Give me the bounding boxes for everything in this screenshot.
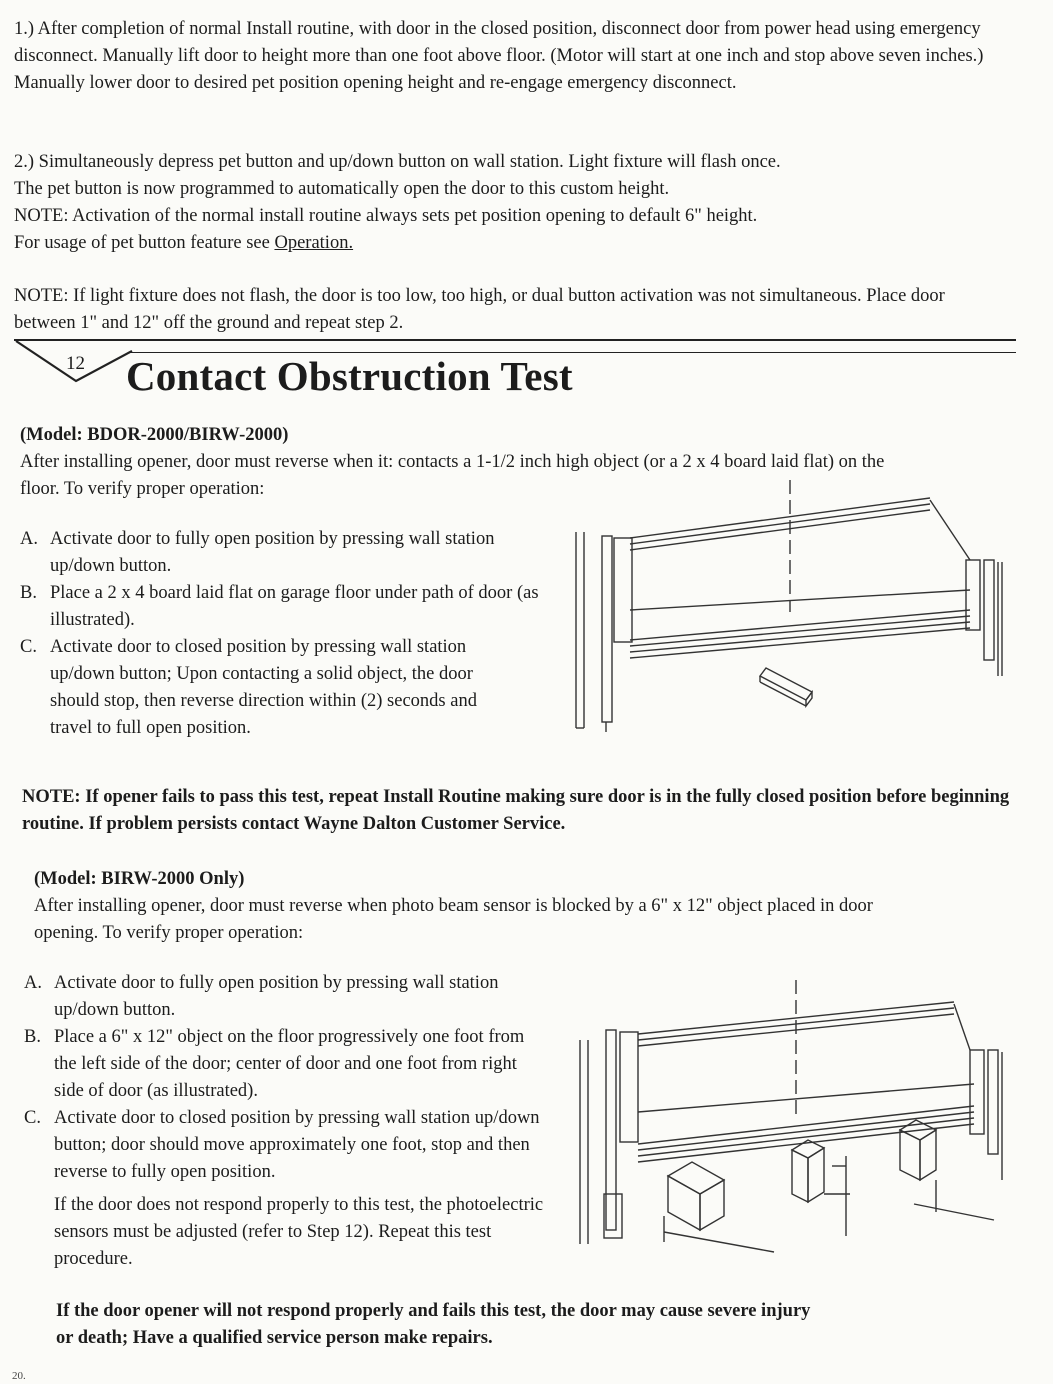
step-text: Activate door to closed position by pressing wall station up/down button; Upon contacting a solid object, the door should stop, then reverse direction within (2) seconds and travel to full open position. [50, 637, 477, 738]
step-text: Place a 2 x 4 board laid flat on garage floor under path of door (as illustrated). [50, 583, 539, 630]
step-letter: A. [20, 529, 38, 549]
step-2-line-2: The pet button is now programmed to automatically open the door to this custom height. [14, 179, 670, 199]
page-number: 20. [12, 1370, 26, 1382]
model-2-heading: (Model: BIRW-2000 Only) [34, 869, 245, 889]
step-letter: B. [20, 583, 37, 603]
step-text: Activate door to fully open position by pressing wall station up/down button. [50, 529, 495, 576]
section-title: Contact Obstruction Test [126, 353, 573, 399]
step-1-paragraph [14, 16, 1014, 97]
step-2-paragraph [14, 149, 1024, 257]
model-2-step-b [18, 1024, 578, 1105]
section-rule-top [14, 339, 1016, 341]
step-2-line-4 [14, 230, 1024, 257]
door-board-illustration [570, 480, 1020, 740]
model-2-intro: After installing opener, door must reverse when photo beam sensor is blocked by a 6" x 12" object placed in door opening. To verify proper operation: [34, 896, 873, 943]
install-routine-note: NOTE: If opener fails to pass this test, repeat Install Routine making sure door is in the fully closed position before beginning routine. If problem persists contact Wayne Dalton Customer Service. [22, 787, 1010, 834]
step-letter: B. [24, 1027, 41, 1047]
operation-link[interactable]: Operation. [274, 233, 354, 253]
section-number: 12 [66, 353, 85, 374]
pet-note-text: NOTE: If light fixture does not flash, the door is too low, too high, or dual button activation was not simultaneous. Place door between 1" and 12" off the ground and repeat step 2. [14, 286, 945, 333]
model-1-step-c [14, 634, 554, 742]
model-1-intro: After installing opener, door must reverse when it: contacts a 1-1/2 inch high object (or a 2 x 4 board laid flat) on the floor. To verify proper operation: [20, 452, 885, 499]
step-2-line-1: 2.) Simultaneously depress pet button and up/down button on wall station. Light fixture will flash once. [14, 152, 781, 172]
model-2-block [34, 866, 934, 947]
step-letter: A. [24, 973, 42, 993]
model-2-followup [18, 1192, 578, 1273]
model-1-step-a [14, 526, 554, 580]
step-text: Activate door to closed position by pressing wall station up/down button; door should move approximately one foot, stop and then reverse to fully open position. [54, 1108, 540, 1182]
followup-text: If the door does not respond properly to this test, the photoelectric sensors must be adjusted (refer to Step 12). Repeat this test procedure. [54, 1195, 544, 1269]
model-1-steps [14, 526, 554, 742]
model-1-heading: (Model: BDOR-2000/BIRW-2000) [20, 425, 289, 445]
step-letter: C. [24, 1108, 41, 1128]
step-text: Activate door to fully open position by pressing wall station up/down button. [54, 973, 499, 1020]
safety-warning: If the door opener will not respond properly and fails this test, the door may cause severe injury or death; Have a qualified service person make repairs. [56, 1301, 811, 1348]
step-1-text: 1.) After completion of normal Install routine, with door in the closed position, disconnect door from power head using emergency disconnect. Manually lift door to height more than one foot above floor. (Motor will start at one inch and stop above seven inches.) Manually lower door to desired pet position opening height and re-engage emergency disconnect. [14, 19, 984, 93]
model-2-step-a [18, 970, 578, 1024]
step-2-line-3: NOTE: Activation of the normal install routine always sets pet position opening to default 6" height. [14, 206, 758, 226]
model-2-steps [18, 970, 578, 1273]
pet-note-paragraph [14, 283, 974, 337]
model-1-step-b [14, 580, 554, 634]
step-letter: C. [20, 637, 37, 657]
door-blocks-illustration [574, 980, 1024, 1280]
model-2-step-c [18, 1105, 578, 1186]
step-text: Place a 6" x 12" object on the floor progressively one foot from the left side of the door; center of door and one foot from right side of door (as illustrated). [54, 1027, 525, 1101]
step-2-line-4-prefix: For usage of pet button feature see [14, 233, 275, 253]
